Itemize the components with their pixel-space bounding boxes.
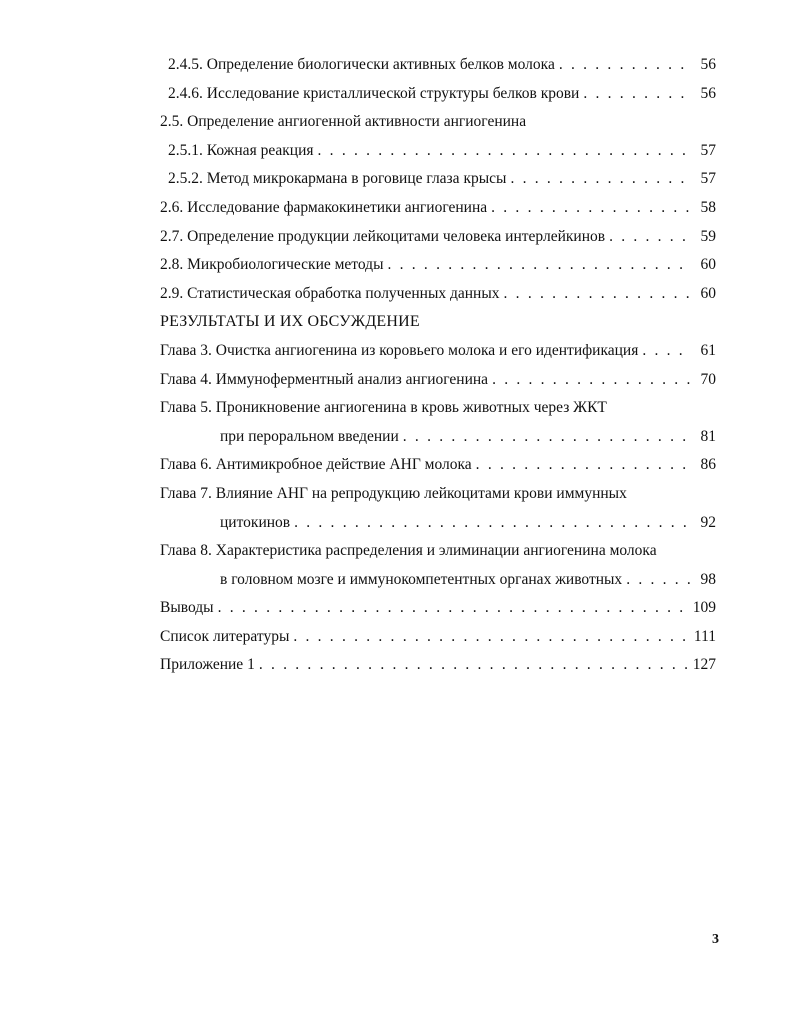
- toc-entry-label: Глава 6. Антимикробное действие АНГ молока: [160, 456, 472, 474]
- toc-entry-chapter-8: [160, 542, 716, 571]
- dot-leader: [318, 142, 692, 160]
- toc-entry-appendix-1: [160, 656, 716, 685]
- toc-entry-page: 127: [692, 656, 716, 674]
- toc-entry-page: 57: [700, 141, 716, 159]
- toc-entry-2-5-2: [160, 170, 716, 199]
- toc-entry-page: 81: [700, 427, 716, 445]
- toc-entry-chapter-8-cont: [160, 571, 716, 600]
- toc-entry-label: 2.4.5. Определение биологически активных белков молока: [168, 56, 555, 73]
- dot-leader: [259, 656, 689, 674]
- toc-entry-chapter-3: [160, 342, 716, 371]
- toc-entry-label: цитокинов: [220, 513, 291, 531]
- toc-entry-label: 2.5.2. Метод микрокармана в роговице глаза крысы: [168, 170, 507, 188]
- page-number: 3: [712, 932, 719, 947]
- toc-entry-label: при пероральном введении: [220, 427, 399, 445]
- toc-entry-page: 109: [692, 599, 716, 617]
- toc-entry-page: 57: [700, 170, 716, 188]
- toc-entry-chapter-4: [160, 371, 716, 400]
- toc-entry-chapter-7: [160, 485, 716, 514]
- toc-entry-label: 2.5.1. Кожная реакция: [168, 141, 314, 159]
- dot-leader: [642, 342, 692, 360]
- toc-entry-2-5-1: [160, 142, 716, 171]
- dot-leader: [293, 628, 690, 646]
- dot-leader: [559, 56, 692, 74]
- toc-entry-page: 60: [700, 284, 716, 302]
- toc-entry-label: 2.6. Исследование фармакокинетики ангиогенина: [160, 198, 488, 216]
- toc-entry-label: Приложение 1: [160, 656, 255, 674]
- dot-leader: [583, 85, 692, 103]
- toc-entry-page: 86: [700, 456, 716, 474]
- dot-leader: [218, 599, 689, 617]
- toc-entry-label: 2.9. Статистическая обработка полученных данных: [160, 284, 500, 302]
- toc-entry-label: Глава 3. Очистка ангиогенина из коровьего молока и его идентификация: [160, 341, 639, 359]
- dot-leader: [626, 571, 692, 589]
- toc-entry-label: Список литературы: [160, 627, 290, 645]
- toc-entry-label: в головном мозге и иммунокомпетентных органах животных: [220, 570, 623, 588]
- section-heading: РЕЗУЛЬТАТЫ И ИХ ОБСУЖДЕНИЕ: [160, 313, 420, 331]
- toc-entry-label: Глава 5. Проникновение ангиогенина в кровь животных через ЖКТ: [160, 399, 607, 417]
- toc-entry-2-9: [160, 285, 716, 314]
- toc-entry-page: 98: [700, 570, 716, 588]
- toc-entry-label: Глава 4. Иммуноферментный анализ ангиогенина: [160, 370, 489, 388]
- toc-entry-conclusions: [160, 599, 716, 628]
- toc-entry-label: 2.4.6. Исследование кристаллической структуры белков крови: [168, 84, 580, 102]
- dot-leader: [476, 456, 692, 474]
- toc-entry-label: Глава 7. Влияние АНГ на репродукцию лейкоцитами крови иммунных: [160, 484, 627, 502]
- toc-entry-2-6: [160, 199, 716, 228]
- toc-entry-label: 2.7. Определение продукции лейкоцитами человека интерлейкинов: [160, 227, 606, 245]
- toc-entry-label: 2.5. Определение ангиогенной активности ангиогенина: [160, 113, 527, 131]
- toc-entry-page: 61: [700, 341, 716, 359]
- toc-entry-page: 59: [700, 227, 716, 245]
- toc-entry-chapter-5: [160, 399, 716, 428]
- toc-entry-page: 111: [693, 627, 716, 645]
- toc-entry-page: 56: [700, 56, 716, 73]
- dot-leader: [504, 285, 692, 303]
- toc-entry-label: 2.8. Микробиологические методы: [160, 256, 384, 274]
- toc-entry-2-4-6: [160, 85, 716, 114]
- toc-entry-2-4-5: [160, 56, 716, 85]
- toc-entry-2-8: [160, 256, 716, 285]
- toc-entry-2-7: [160, 228, 716, 257]
- dot-leader: [387, 256, 692, 274]
- dot-leader: [491, 199, 692, 217]
- toc-entry-page: 60: [700, 256, 716, 274]
- dot-leader: [510, 170, 692, 188]
- toc-entry-label: Глава 8. Характеристика распределения и элиминации ангиогенина молока: [160, 542, 657, 560]
- toc-entry-page: 56: [700, 84, 716, 102]
- toc-entry-chapter-6: [160, 456, 716, 485]
- toc-entry-page: 92: [700, 513, 716, 531]
- toc-entry-chapter-7-cont: [160, 514, 716, 543]
- dot-leader: [492, 371, 692, 389]
- dot-leader: [294, 514, 692, 532]
- dot-leader: [403, 428, 692, 446]
- toc-entry-2-5: [160, 113, 716, 142]
- toc-entry-label: Выводы: [160, 599, 214, 617]
- toc-entry-chapter-5-cont: [160, 428, 716, 457]
- toc-entry-page: 70: [700, 370, 716, 388]
- toc-entry-page: 58: [700, 198, 716, 216]
- toc-section-heading-results: [160, 313, 716, 342]
- dot-leader: [609, 228, 692, 246]
- toc-entry-references: [160, 628, 716, 657]
- table-of-contents: [160, 56, 716, 685]
